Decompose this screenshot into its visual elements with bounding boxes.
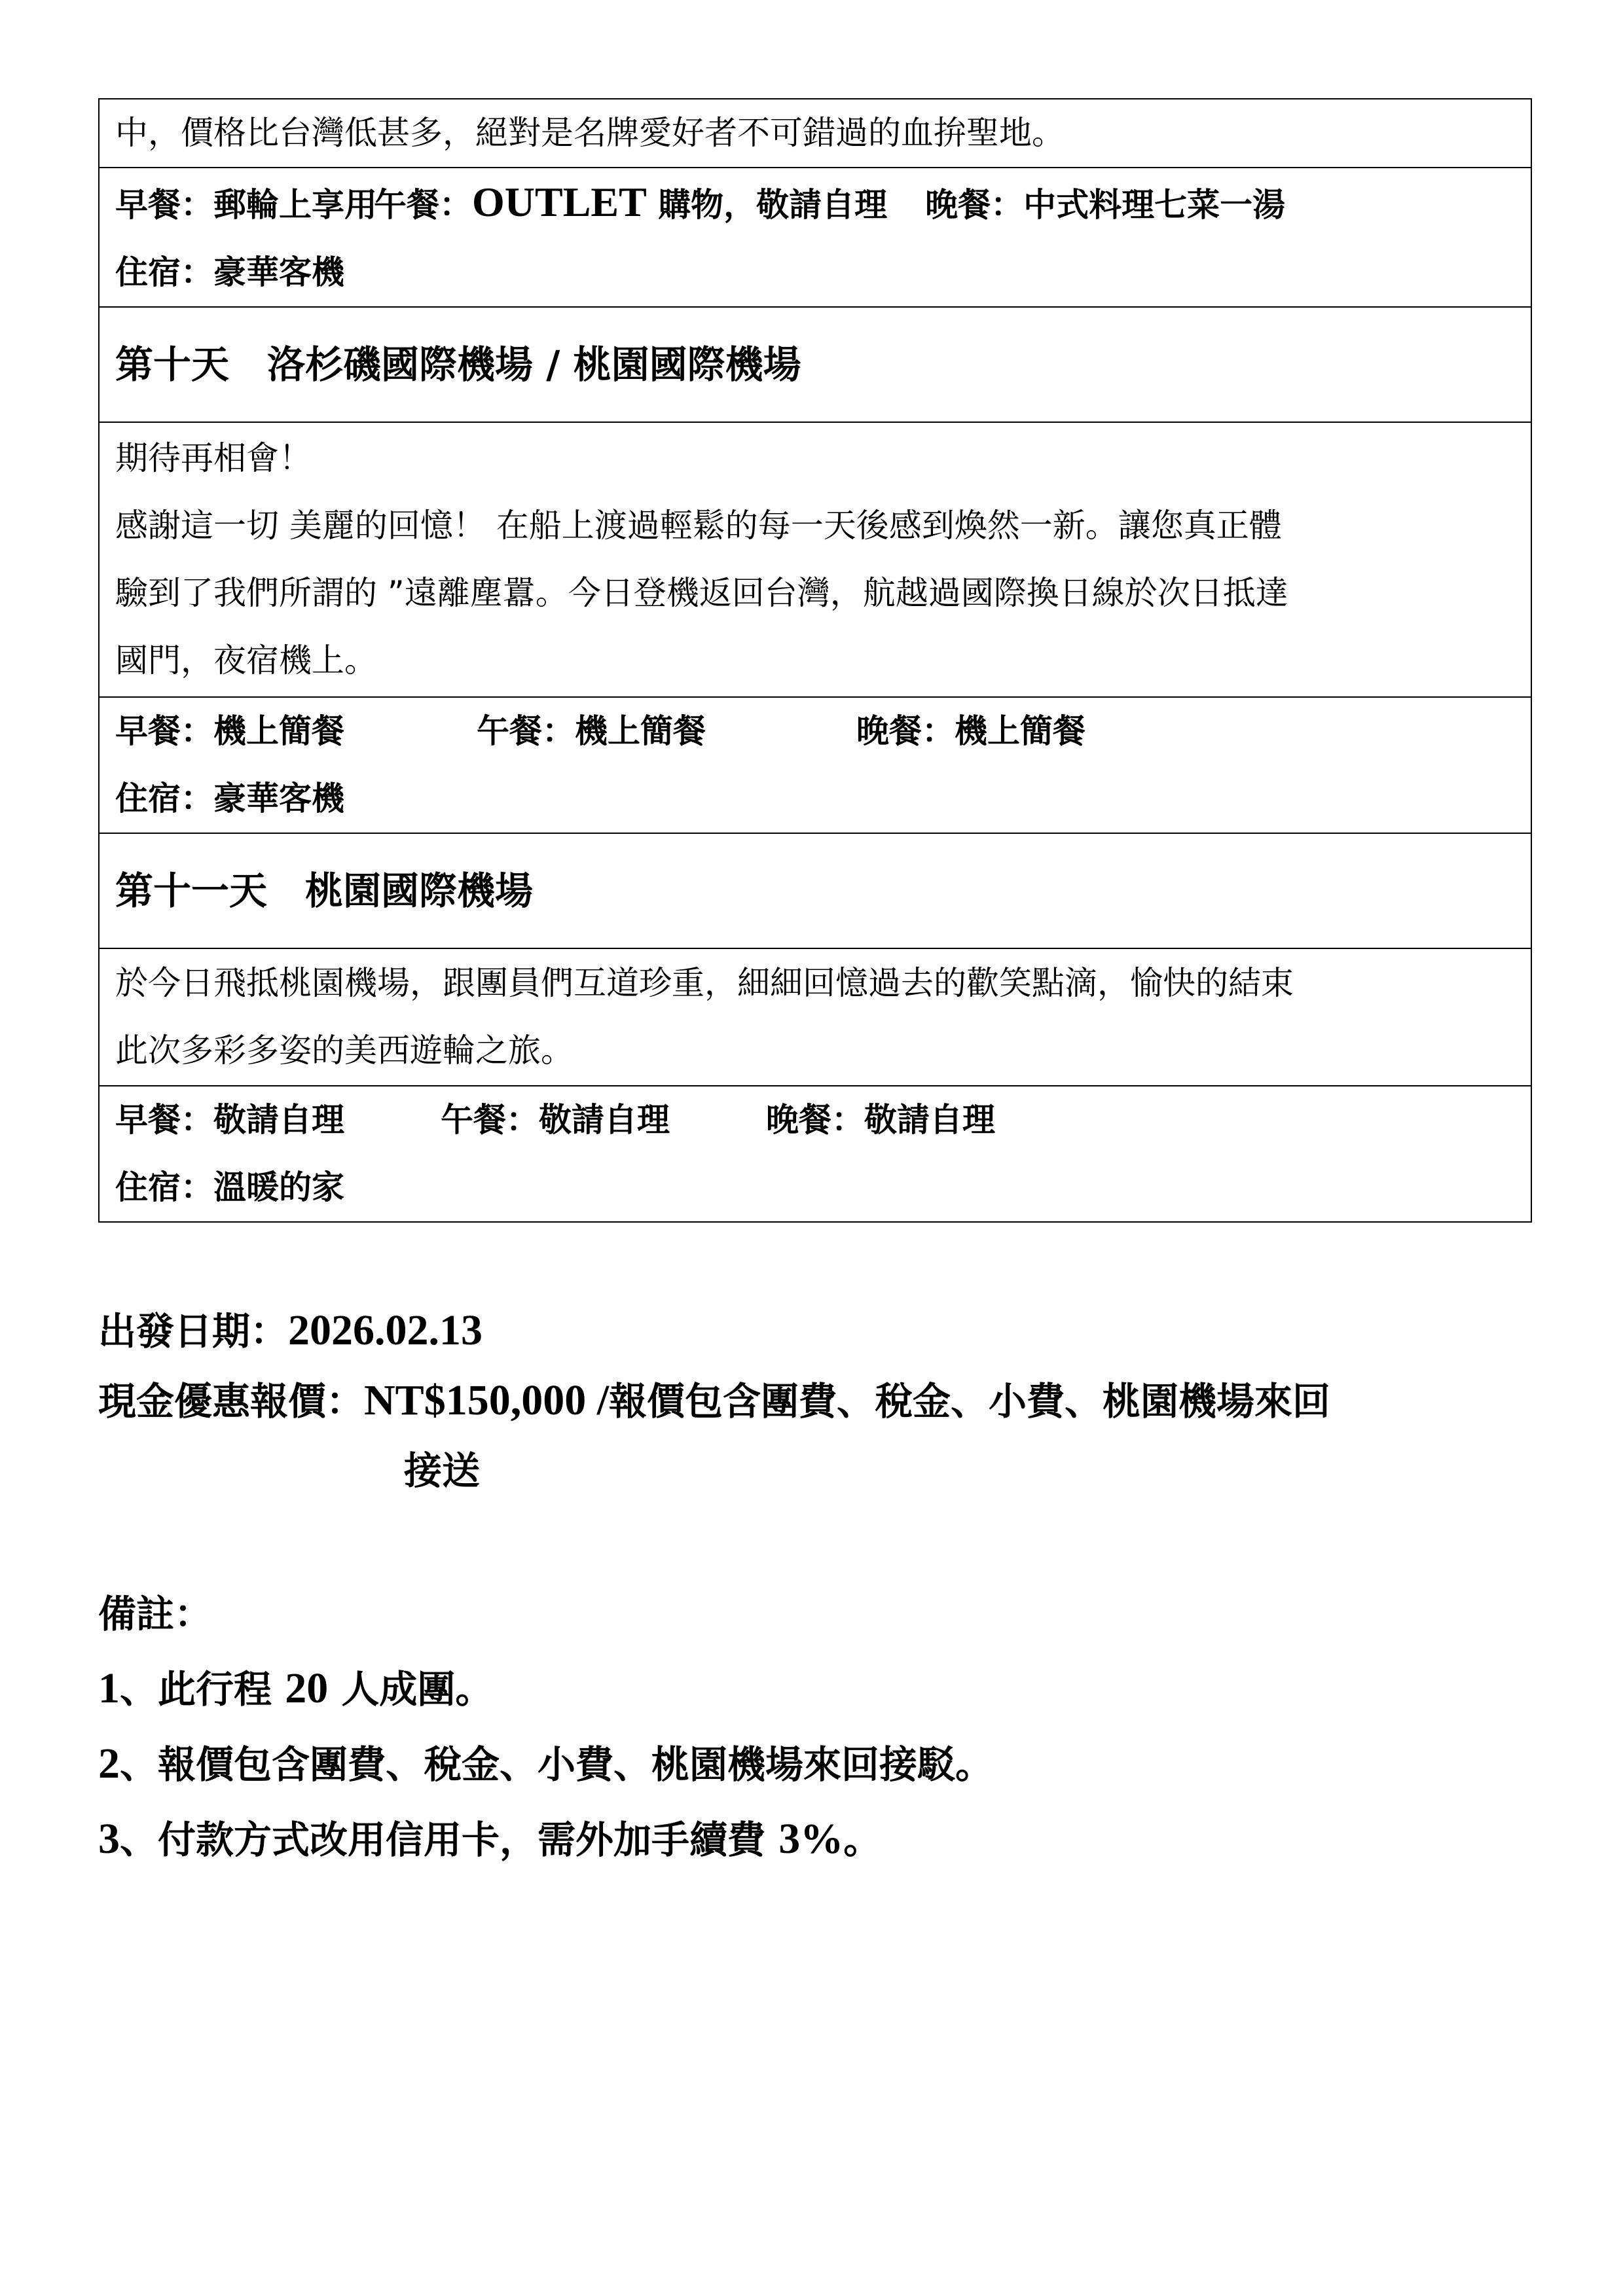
remark-text: 、此行程	[120, 1667, 285, 1712]
day11-dinner: 晚餐：敬請自理	[766, 1101, 995, 1139]
itinerary-table	[98, 98, 1532, 1223]
day9-lodging: 住宿：豪華客機	[115, 253, 344, 291]
remark-text-end: 。	[843, 1818, 882, 1862]
remark-item-2	[98, 1727, 993, 1802]
day10-dinner: 晚餐：機上簡餐	[856, 712, 1085, 750]
day9-description: 中，價格比台灣低甚多，絕對是名牌愛好者不可錯過的血拚聖地。	[115, 114, 1065, 152]
departure-date-line	[98, 1296, 1330, 1366]
day10-lodging: 住宿：豪華客機	[115, 780, 344, 817]
remark-item-3	[98, 1802, 993, 1877]
day11-header-row	[99, 833, 1531, 948]
remark-text: 、報價包含團費、稅金、小費、桃園機場來回接駁。	[120, 1742, 994, 1787]
day10-line-3: 驗到了我們所謂的 ”遠離塵囂。今日登機返回台灣，航越過國際換日線於次日抵達	[115, 574, 1288, 612]
day11-description-row	[99, 948, 1531, 1086]
day11-lunch: 午餐：敬請自理	[441, 1101, 670, 1139]
departure-date: 2026.02.13	[288, 1306, 483, 1354]
day10-breakfast: 早餐：機上簡餐	[115, 712, 344, 750]
departure-label: 出發日期：	[98, 1309, 289, 1354]
remark-number: 3	[98, 1815, 120, 1863]
day10-meals	[115, 698, 1515, 765]
remark-group-size: 20	[285, 1664, 329, 1712]
day10-line-1: 期待再相會！	[115, 439, 312, 477]
remark-text: 、付款方式改用信用卡，需外加手續費	[120, 1818, 779, 1862]
day9-lunch-prefix: 午餐：	[374, 186, 472, 224]
day9-meals	[115, 168, 1515, 239]
day10-line-4: 國門，夜宿機上。	[115, 641, 377, 679]
day10-title: 第十天 洛杉磯國際機場 / 桃園國際機場	[115, 342, 801, 387]
day10-meals-row	[99, 697, 1531, 833]
day10-line-2: 感謝這一切 美麗的回憶！ 在船上渡過輕鬆的每一天後感到煥然一新。讓您真正體	[115, 507, 1282, 545]
remark-number: 2	[98, 1740, 120, 1787]
day10-header-row	[99, 307, 1531, 422]
pricing-summary	[98, 1296, 1330, 1505]
remarks-title: 備註：	[98, 1592, 213, 1636]
day9-breakfast: 早餐：郵輪上享用	[115, 186, 377, 224]
remark-item-1	[98, 1651, 993, 1727]
day11-title: 第十一天 桃園國際機場	[115, 868, 534, 913]
price-line	[98, 1366, 1330, 1436]
day11-line-1: 於今日飛抵桃園機場，跟團員們互道珍重，細細回憶過去的歡笑點滴，愉快的結束	[115, 964, 1294, 1002]
price-value: NT$150,000 /	[364, 1376, 610, 1424]
remarks-section	[98, 1577, 993, 1877]
day11-breakfast: 早餐：敬請自理	[115, 1101, 344, 1139]
price-note-continuation: 接送	[404, 1448, 481, 1493]
day9-description-row	[99, 99, 1531, 168]
price-label: 現金優惠報價：	[98, 1379, 365, 1424]
day9-dinner: 晚餐：中式料理七菜一湯	[925, 186, 1286, 224]
day11-line-2: 此次多彩多姿的美西遊輪之旅。	[115, 1031, 574, 1069]
day11-meals	[115, 1086, 1515, 1154]
day9-lunch-suffix: 購物，敬請自理	[646, 186, 888, 224]
remark-fee-percent: 3%	[778, 1815, 844, 1863]
day10-lunch: 午餐：機上簡餐	[477, 712, 706, 750]
day9-meals-row	[99, 168, 1531, 307]
remark-number: 1	[98, 1664, 120, 1712]
price-note: 報價包含團費、稅金、小費、桃園機場來回	[609, 1379, 1331, 1424]
day11-lodging: 住宿：溫暖的家	[115, 1168, 344, 1206]
day10-description-row	[99, 422, 1531, 697]
remark-text-end: 人成團。	[328, 1667, 494, 1712]
day11-meals-row	[99, 1086, 1531, 1222]
day9-lunch-outlet: OUTLET	[472, 179, 647, 225]
